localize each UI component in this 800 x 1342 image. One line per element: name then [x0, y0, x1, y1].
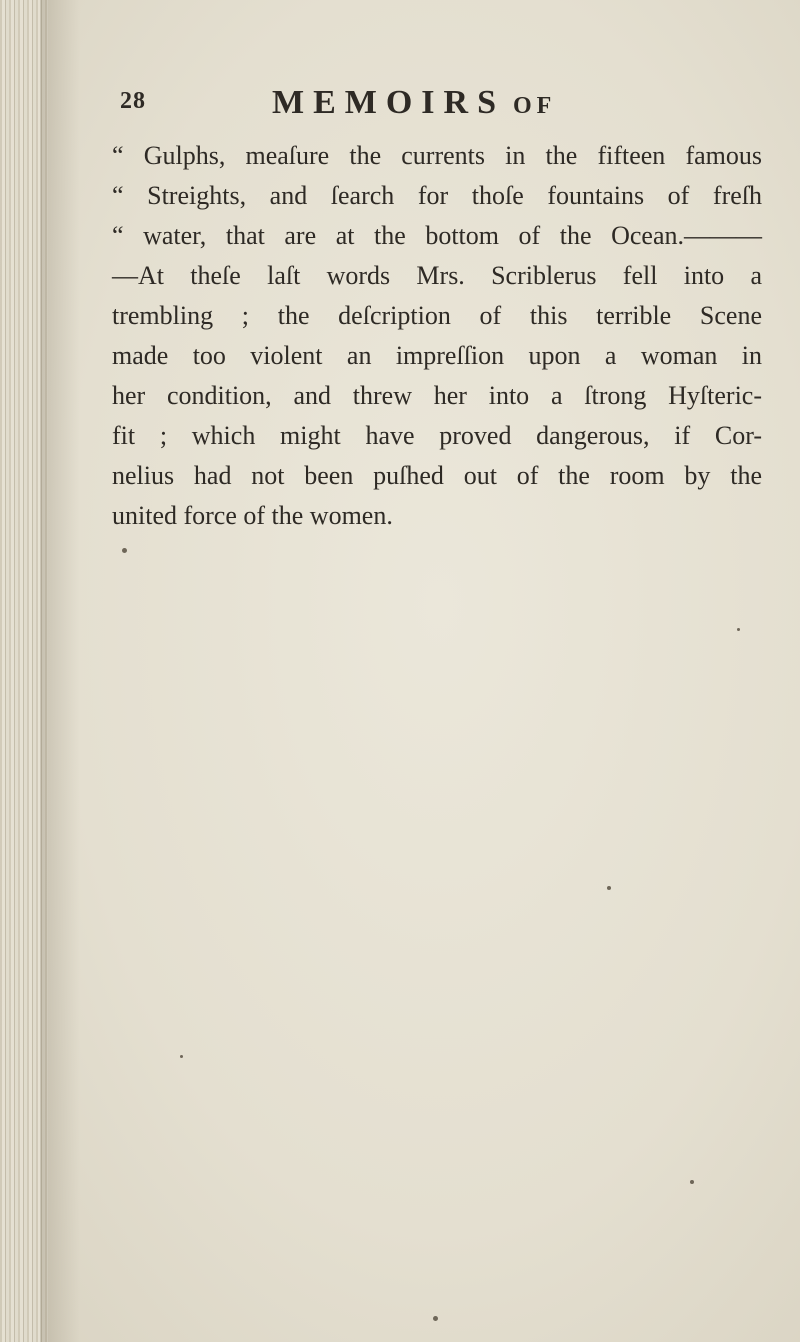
text-line: nelius had not been puſhed out of the room by the: [112, 461, 762, 490]
paper-speck: [180, 1055, 183, 1058]
running-title: [272, 84, 556, 122]
text-line: made too violent an impreſſion upon a woman in: [112, 341, 762, 370]
text-line: united force of the women.: [112, 501, 393, 530]
text-line: fit ; which might have proved dangerous, if Cor-: [112, 421, 762, 450]
text-line: trembling ; the deſcription of this terrible Scene: [112, 301, 762, 330]
paper-speck: [607, 886, 611, 890]
body-text: [112, 136, 762, 536]
text-line: “ water, that are at the bottom of the Ocean.———: [112, 221, 762, 250]
text-line: “ Streights, and ſearch for thoſe fountains of freſh: [112, 181, 762, 210]
paper-speck: [737, 628, 740, 631]
paper-speck: [690, 1180, 694, 1184]
page-header: [120, 84, 640, 128]
running-title-of: OF: [513, 93, 557, 119]
paper-speck: [122, 548, 127, 553]
running-title-main: MEMOIRS: [272, 84, 505, 121]
text-line: her condition, and threw her into a ſtrong Hyſteric-: [112, 381, 762, 410]
page-number: 28: [120, 88, 146, 114]
text-line: “ Gulphs, meaſure the currents in the fifteen famous: [112, 141, 762, 170]
text-line: —At theſe laſt words Mrs. Scriblerus fell into a: [112, 261, 762, 290]
paper-speck: [433, 1316, 438, 1321]
gutter-shadow: [40, 0, 80, 1342]
